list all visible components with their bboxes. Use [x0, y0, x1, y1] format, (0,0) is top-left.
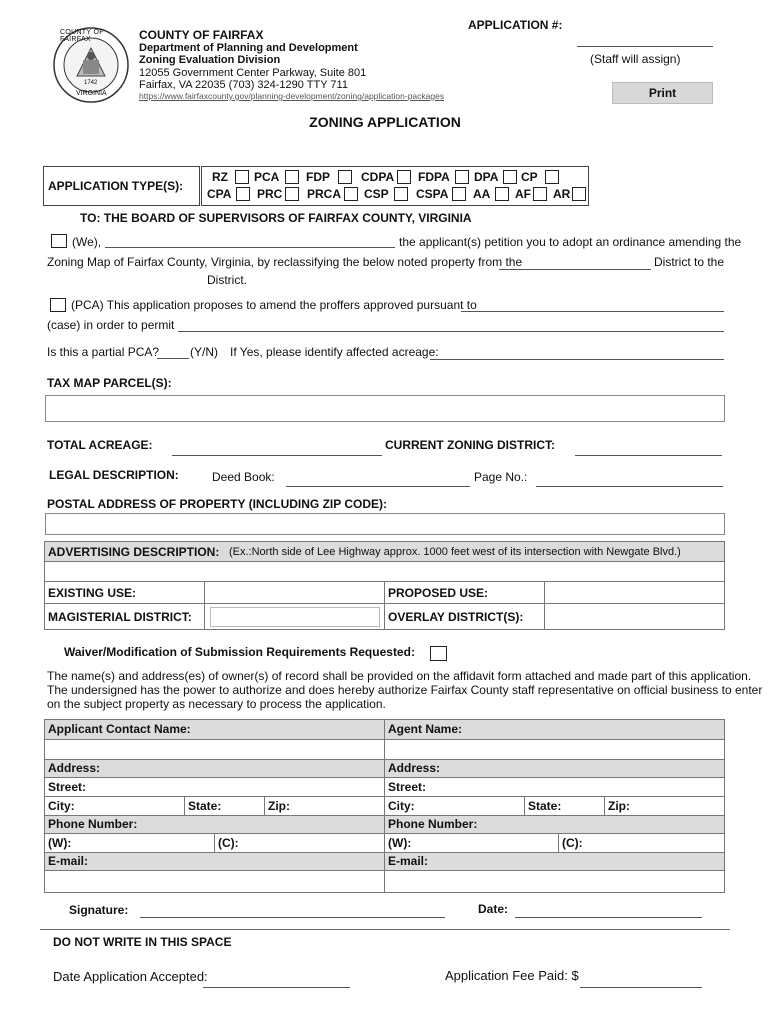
total-acreage-field[interactable] — [172, 455, 382, 456]
agent-cell-phone-label: (C): — [562, 836, 583, 850]
affidavit-line-3: on the subject property as necessary to process the application. — [47, 697, 386, 711]
office-address-line2: Fairfax, VA 22035 (703) 324-1290 TTY 711 — [139, 79, 348, 91]
county-name: COUNTY OF FAIRFAX — [139, 28, 264, 42]
applicant-work-phone-label: (W): — [48, 836, 72, 850]
application-type-label-box — [43, 166, 200, 206]
date-label: Date: — [478, 902, 509, 916]
agent-name-header — [384, 719, 725, 740]
applicant-city-label: City: — [48, 799, 75, 813]
type-fdp-checkbox[interactable] — [338, 170, 352, 184]
overlay-field[interactable] — [544, 603, 725, 630]
county-seal — [52, 26, 130, 104]
office-address-line1: 12055 Government Center Parkway, Suite 801 — [139, 67, 367, 79]
agent-work-phone-field[interactable] — [384, 833, 559, 853]
fee-paid-field[interactable] — [580, 987, 702, 988]
existing-use-field[interactable] — [204, 581, 385, 604]
signature-label: Signature: — [69, 903, 129, 917]
page-no-label: Page No.: — [474, 470, 528, 484]
agent-email-label: E-mail: — [388, 854, 429, 868]
applicant-address-header — [44, 759, 385, 778]
applicant-name-field[interactable] — [105, 247, 395, 248]
type-prc-label: PRC — [257, 187, 283, 201]
type-pca-checkbox[interactable] — [285, 170, 299, 184]
type-af-label: AF — [515, 187, 531, 201]
magisterial-label: MAGISTERIAL DISTRICT: — [48, 610, 192, 624]
overlay-label: OVERLAY DISTRICT(S): — [388, 610, 524, 624]
agent-work-phone-label: (W): — [388, 836, 412, 850]
applicant-name-input[interactable] — [44, 739, 385, 760]
affected-acreage-field[interactable] — [430, 359, 724, 360]
existing-use-cell — [44, 581, 205, 604]
magisterial-field-cell — [204, 603, 385, 630]
total-acreage-label: TOTAL ACREAGE: — [47, 438, 153, 452]
agent-phone-header — [384, 815, 725, 834]
affected-acreage-label: If Yes, please identify affected acreage: — [230, 345, 439, 359]
partial-pca-field[interactable] — [157, 358, 189, 359]
type-cp-checkbox[interactable] — [545, 170, 559, 184]
type-ar-label: AR — [553, 187, 571, 201]
agent-zip-label: Zip: — [608, 799, 630, 813]
to-board-heading: TO: THE BOARD OF SUPERVISORS OF FAIRFAX COUNTY, VIRGINIA — [80, 211, 472, 225]
current-zoning-label: CURRENT ZONING DISTRICT: — [385, 438, 555, 452]
type-cp-label: CP — [521, 170, 538, 184]
current-zoning-field[interactable] — [575, 455, 722, 456]
zoning-map-text: Zoning Map of Fairfax County, Virginia, by reclassifying the below noted property from the — [47, 255, 523, 269]
agent-name-input[interactable] — [384, 739, 725, 760]
seal-bottom-text: VIRGINIA — [76, 90, 107, 97]
type-pca-label: PCA — [254, 170, 280, 184]
we-label: (We), — [72, 235, 102, 249]
seal-top-text: COUNTY OF FAIRFAX — [60, 29, 104, 43]
type-csp-checkbox[interactable] — [394, 187, 408, 201]
type-cdpa-checkbox[interactable] — [397, 170, 411, 184]
application-number-field[interactable] — [577, 46, 713, 47]
applicant-phone-label: Phone Number: — [48, 817, 138, 831]
date-accepted-field[interactable] — [203, 987, 350, 988]
type-prc-checkbox[interactable] — [285, 187, 299, 201]
agent-street-label: Street: — [388, 780, 427, 794]
office-divider — [40, 929, 730, 930]
applicant-city-field[interactable] — [44, 796, 185, 816]
applicant-name-label: Applicant Contact Name: — [48, 722, 191, 736]
advertising-header — [44, 541, 725, 562]
type-rz-checkbox[interactable] — [235, 170, 249, 184]
affidavit-line-2: The undersigned has the power to authorize and does hereby authorize Fairfax County staff representative on official business to enter — [47, 683, 763, 697]
proffers-case-field[interactable] — [461, 311, 724, 312]
legal-description-label: LEGAL DESCRIPTION: — [49, 468, 179, 482]
applicant-email-label: E-mail: — [48, 854, 89, 868]
waiver-checkbox[interactable] — [430, 646, 447, 661]
magisterial-district-select[interactable] — [210, 607, 380, 627]
applicant-zip-label: Zip: — [268, 799, 290, 813]
postal-address-field[interactable] — [45, 513, 725, 535]
advertising-field[interactable] — [44, 561, 725, 582]
applicant-state-field[interactable] — [184, 796, 265, 816]
type-dpa-checkbox[interactable] — [503, 170, 517, 184]
type-fdpa-checkbox[interactable] — [455, 170, 469, 184]
agent-address-header — [384, 759, 725, 778]
type-cspa-checkbox[interactable] — [452, 187, 466, 201]
applicant-name-header — [44, 719, 385, 740]
applicant-cell-phone-field[interactable] — [214, 833, 385, 853]
application-type-label: APPLICATION TYPE(S): — [48, 179, 184, 193]
agent-cell-phone-field[interactable] — [558, 833, 725, 853]
permit-field[interactable] — [178, 331, 724, 332]
petition-text: the applicant(s) petition you to adopt an ordinance amending the — [399, 235, 742, 249]
affidavit-line-1: The name(s) and address(es) of owner(s) of record shall be provided on the affidavit form attached and made part of this application. — [47, 669, 752, 683]
type-prca-label: PRCA — [307, 187, 342, 201]
agent-city-field[interactable] — [384, 796, 525, 816]
type-fdp-label: FDP — [306, 170, 330, 184]
agent-state-label: State: — [528, 799, 562, 813]
type-cspa-label: CSPA — [416, 187, 449, 201]
type-cpa-label: CPA — [207, 187, 232, 201]
agent-state-field[interactable] — [524, 796, 605, 816]
advertising-label: ADVERTISING DESCRIPTION: — [48, 545, 220, 559]
from-district-field[interactable] — [499, 269, 651, 270]
type-af-checkbox[interactable] — [533, 187, 547, 201]
print-button[interactable] — [612, 82, 713, 104]
applicant-email-field[interactable] — [44, 870, 385, 893]
type-aa-checkbox[interactable] — [495, 187, 509, 201]
district-to-text: District to the — [654, 255, 725, 269]
applicant-zip-field[interactable] — [264, 796, 385, 816]
case-text: (case) in order to permit — [47, 318, 175, 332]
proposed-use-field[interactable] — [544, 581, 725, 604]
date-field[interactable] — [515, 917, 702, 918]
postal-address-label: POSTAL ADDRESS OF PROPERTY (INCLUDING ZIP CODE): — [47, 497, 388, 511]
type-cdpa-label: CDPA — [361, 170, 395, 184]
applicant-phone-header — [44, 815, 385, 834]
type-ar-checkbox[interactable] — [572, 187, 586, 201]
agent-city-label: City: — [388, 799, 415, 813]
type-fdpa-label: FDPA — [418, 170, 450, 184]
waiver-label: Waiver/Modification of Submission Requirements Requested: — [64, 645, 415, 659]
existing-use-label: EXISTING USE: — [48, 586, 137, 600]
applicant-state-label: State: — [188, 799, 222, 813]
application-number-label: APPLICATION #: — [468, 18, 563, 32]
agent-street-field[interactable] — [384, 777, 725, 797]
agent-name-label: Agent Name: — [388, 722, 463, 736]
agent-phone-label: Phone Number: — [388, 817, 478, 831]
we-checkbox[interactable] — [51, 234, 67, 248]
form-title: ZONING APPLICATION — [309, 114, 461, 130]
division-name: Zoning Evaluation Division — [139, 54, 281, 66]
applicant-street-label: Street: — [48, 780, 87, 794]
type-cpa-checkbox[interactable] — [236, 187, 250, 201]
agent-address-label: Address: — [388, 761, 441, 775]
page-no-field[interactable] — [536, 486, 723, 487]
type-csp-label: CSP — [364, 187, 389, 201]
fee-paid-label: Application Fee Paid: $ — [445, 968, 579, 983]
packages-link[interactable]: https://www.fairfaxcounty.gov/planning-development/zoning/application-packages — [139, 91, 445, 101]
type-dpa-label: DPA — [474, 170, 499, 184]
applicant-street-field[interactable] — [44, 777, 385, 797]
tax-map-label: TAX MAP PARCEL(S): — [47, 376, 172, 390]
applicant-work-phone-field[interactable] — [44, 833, 215, 853]
type-rz-label: RZ — [212, 170, 228, 184]
advertising-example: (Ex.:North side of Lee Highway approx. 1000 feet west of its intersection with Newgate Blvd.) — [229, 546, 681, 558]
print-button-label: Print — [648, 86, 677, 100]
signature-field[interactable] — [140, 917, 445, 918]
proposed-use-cell — [384, 581, 545, 604]
tax-map-field[interactable] — [45, 395, 725, 422]
do-not-write-heading: DO NOT WRITE IN THIS SPACE — [53, 935, 232, 949]
agent-email-header — [384, 852, 725, 871]
staff-assign-note: (Staff will assign) — [590, 52, 681, 66]
magisterial-cell — [44, 603, 205, 630]
deed-book-label: Deed Book: — [212, 470, 275, 484]
agent-zip-field[interactable] — [604, 796, 725, 816]
yn-label: (Y/N) — [190, 345, 218, 359]
overlay-cell — [384, 603, 545, 630]
applicant-cell-phone-label: (C): — [218, 836, 239, 850]
agent-email-field[interactable] — [384, 870, 725, 893]
date-accepted-label: Date Application Accepted: — [53, 969, 208, 984]
pca-checkbox[interactable] — [50, 298, 66, 312]
district-text: District. — [207, 273, 247, 287]
pca-text: (PCA) This application proposes to amend the proffers approved pursuant to — [71, 298, 477, 312]
deed-book-field[interactable] — [286, 486, 470, 487]
partial-pca-question: Is this a partial PCA? — [47, 345, 160, 359]
type-prca-checkbox[interactable] — [344, 187, 358, 201]
seal-year: 1742 — [84, 80, 98, 86]
applicant-email-header — [44, 852, 385, 871]
applicant-address-label: Address: — [48, 761, 101, 775]
department-name: Department of Planning and Development — [139, 42, 358, 54]
proposed-use-label: PROPOSED USE: — [388, 586, 489, 600]
type-aa-label: AA — [473, 187, 491, 201]
